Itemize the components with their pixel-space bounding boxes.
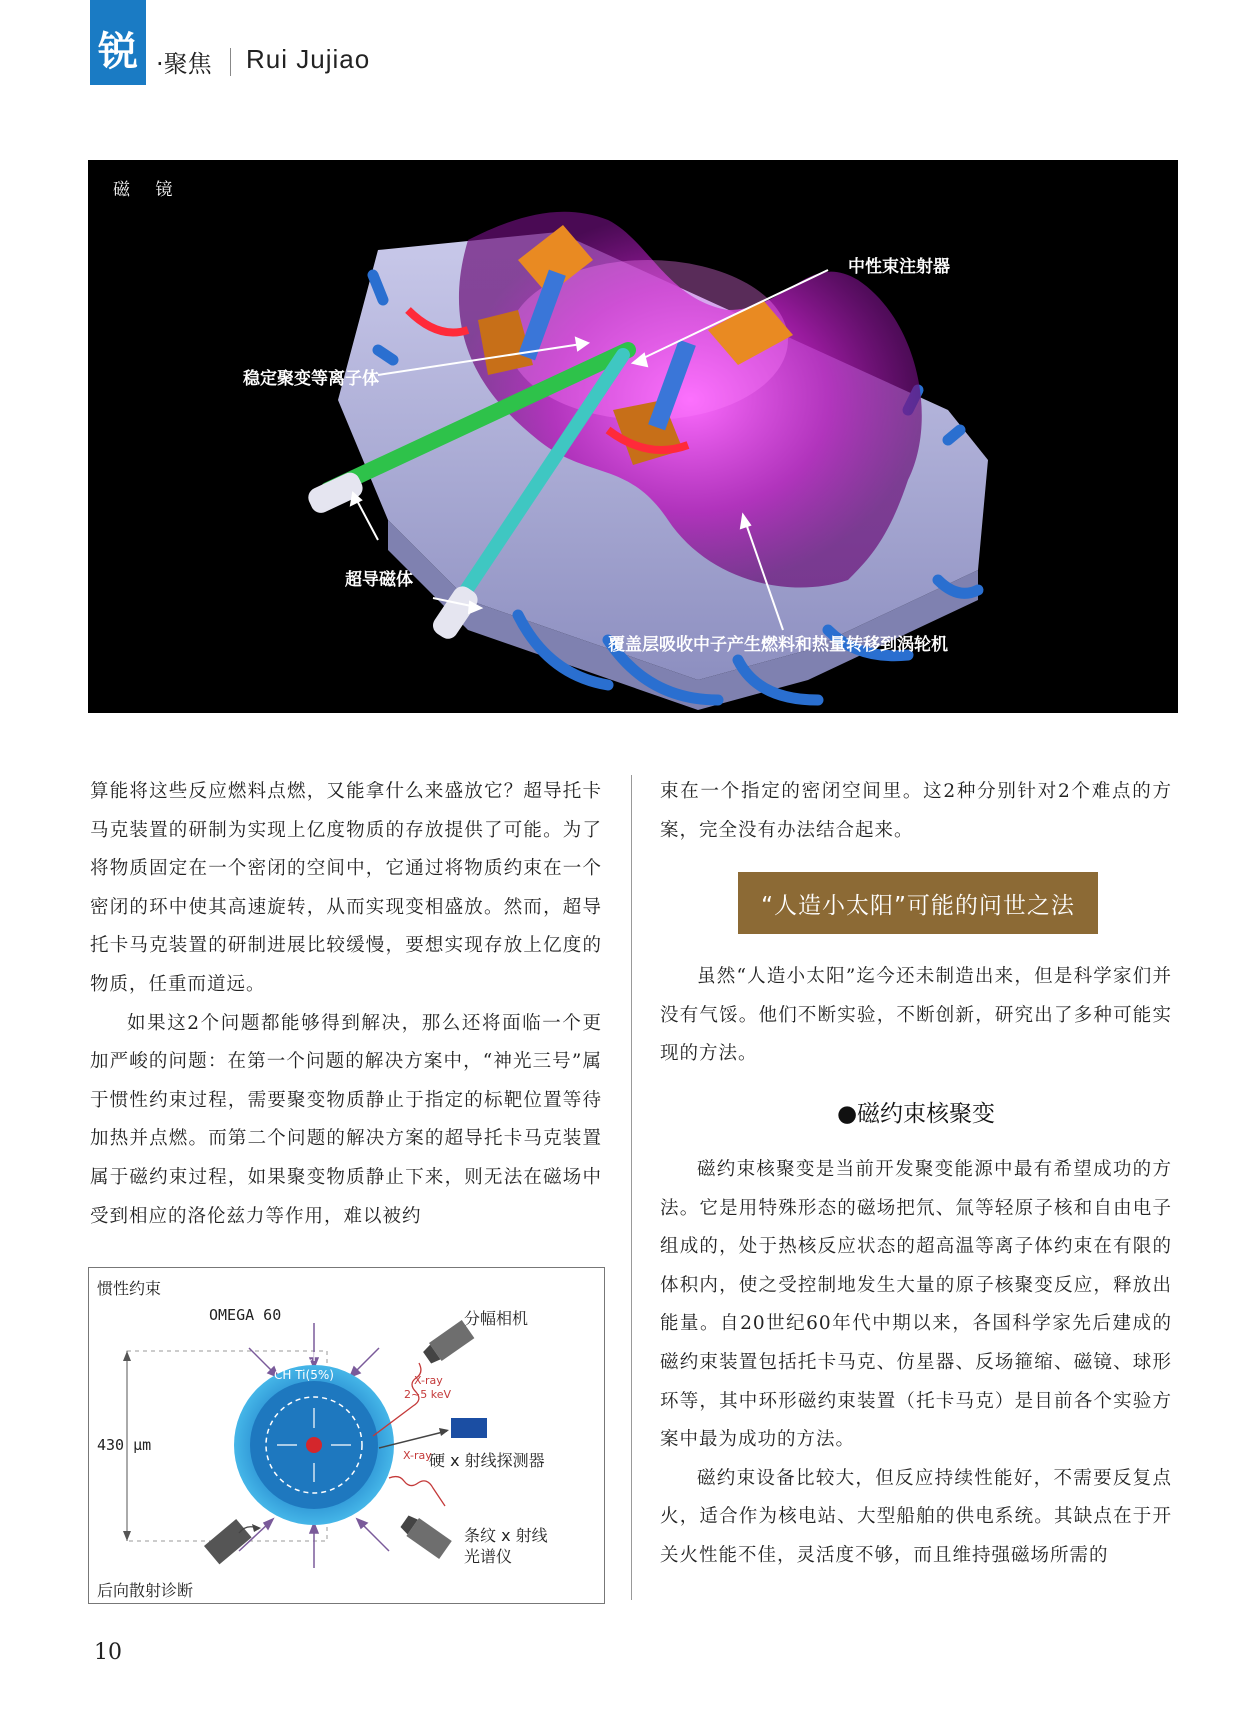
fig2-framing-camera-label: 分幅相机 xyxy=(464,1309,529,1328)
right-column-body xyxy=(660,1151,1172,1576)
right-paragraph-1: 束在一个指定的密闭空间里。这2种分别针对2个难点的方案，完全没有办法结合起来。 xyxy=(660,781,1172,841)
right-column-intro xyxy=(660,958,1172,1074)
fig2-xray-label-2: X-ray xyxy=(403,1449,432,1462)
left-column xyxy=(90,773,602,1236)
right-paragraph-2: 虽然“人造小太阳”迄今还未制造出来，但是科学家们并没有气馁。他们不断实验，不断创新，研究出了多种可能实现的方法。 xyxy=(660,966,1172,1065)
fig2-xray-label-1: X-ray xyxy=(414,1374,443,1387)
label-neutral-beam-injector: 中性束注射器 xyxy=(848,257,950,277)
fig2-ch-label: CH xyxy=(304,1350,322,1364)
column-divider xyxy=(631,775,632,1600)
header-english-title: Rui Jujiao xyxy=(246,44,371,74)
fig2-spectrometer-label-1: 条纹 x 射线 xyxy=(464,1526,548,1545)
right-paragraph-4: 磁约束设备比较大，但反应持续性能好，不需要反复点火，适合作为核电站、大型船舶的供电系统。其缺点在于开关火性能不佳，灵活度不够，而且维持强磁场所需的 xyxy=(660,1467,1172,1566)
label-superconducting-magnet: 超导磁体 xyxy=(345,570,413,590)
fig2-hard-xray-detector-label: 硬 x 射线探测器 xyxy=(429,1451,545,1470)
header-logo-box: 锐 xyxy=(90,0,146,85)
right-paragraph-3: 磁约束核聚变是当前开发聚变能源中最有希望成功的方法。它是用特殊形态的磁场把氘、氚等轻原子核和自由电子组成的，处于热核反应状态的超高温等离子体约束在有限的体积内，使之受控制地发生大量的原子核聚变反应，释放出能量。自20世纪60年代中期以来，各国科学家先后建成的磁约束装置包括托卡马克、仿星器、反场箍缩、磁镜、球形环等，其中环形磁约束装置（托卡马克）是目前各个实验方案中最为成功的方法。 xyxy=(660,1159,1172,1451)
right-column-top xyxy=(660,773,1172,850)
left-paragraph-2: 如果这2个问题都能够得到解决，那么还将面临一个更加严峻的问题：在第一个问题的解决方案中，“神光三号”属于惯性约束过程，需要聚变物质静止于指定的标靶位置等待加热并点燃。而第二个问题的解决方案的超导托卡马克装置属于磁约束过程，如果聚变物质静止下来，则无法在磁场中受到相应的洛伦兹力等作用，难以被约 xyxy=(90,1012,602,1227)
fig2-backscatter-label: 后向散射诊断 xyxy=(97,1581,194,1600)
inertial-confinement-figure xyxy=(88,1267,605,1604)
fig2-title: 惯性约束 xyxy=(97,1279,162,1298)
fig2-spectrometer-label-2: 光谱仪 xyxy=(464,1547,513,1566)
section-banner: “人造小太阳”可能的问世之法 xyxy=(738,872,1098,934)
header-divider xyxy=(230,48,231,76)
left-paragraph-1: 算能将这些反应燃料点燃，又能拿什么来盛放它？超导托卡马克装置的研制为实现上亿度物质的存放提供了可能。为了将物质固定在一个密闭的空间中，它通过将物质约束在一个密闭的环中使其高速旋转，从而实现变相盛放。然而，超导托卡马克装置的研制进展比较缓慢，要想实现存放上亿度的物质，任重而道远。 xyxy=(90,781,602,995)
fig2-ch-ti-label: CH Ti(5%) xyxy=(274,1368,334,1382)
figure1-title: 磁 镜 xyxy=(113,180,183,200)
label-blanket: 覆盖层吸收中子产生燃料和热量转移到涡轮机 xyxy=(608,635,948,655)
header-section: ·聚焦 xyxy=(156,50,212,78)
subheading-magnetic-confinement: ●磁约束核聚变 xyxy=(836,1101,996,1127)
fig2-xray-energy: 2~5 keV xyxy=(404,1388,451,1401)
label-stable-plasma: 稳定聚变等离子体 xyxy=(243,369,379,389)
page-number: 10 xyxy=(94,1640,122,1665)
fig2-size-label: 430 μm xyxy=(97,1436,152,1454)
fig2-omega-label: OMEGA 60 xyxy=(209,1306,282,1324)
magnetic-mirror-figure xyxy=(88,160,1178,713)
